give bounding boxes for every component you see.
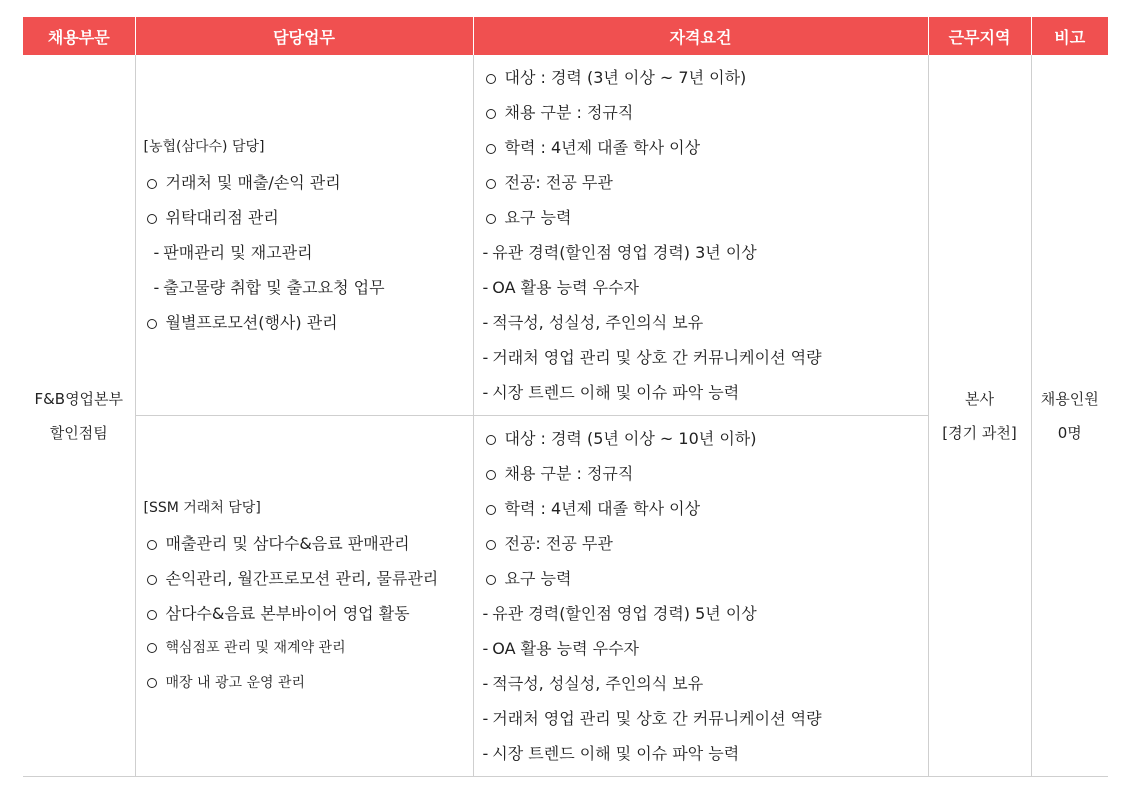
bullet-icon xyxy=(147,643,157,653)
duty-tag: [SSM 거래처 담당] xyxy=(143,500,261,516)
duty-text: 거래처 및 매출/손익 관리 xyxy=(165,173,341,192)
req-item xyxy=(483,491,928,526)
dash-icon: - xyxy=(482,674,489,693)
duty-item xyxy=(144,596,473,631)
req-subitem xyxy=(483,631,928,666)
req-subitem xyxy=(483,596,928,631)
duty-item xyxy=(144,305,473,340)
req-text: 대상 : 경력 (5년 이상 ~ 10년 이하) xyxy=(504,429,757,448)
bullet-icon xyxy=(486,505,496,515)
duty-text: 매출관리 및 삼다수&음료 판매관리 xyxy=(165,534,410,553)
req-text: 학력 : 4년제 대졸 학사 이상 xyxy=(504,138,701,157)
req-item xyxy=(483,95,928,130)
req-text: 시장 트렌드 이해 및 이슈 파악 능력 xyxy=(492,744,740,763)
duty-item xyxy=(144,666,473,701)
req-subitem xyxy=(483,305,928,340)
duty-text: 위탁대리점 관리 xyxy=(165,208,279,227)
dash-icon: - xyxy=(482,639,489,658)
req-subitem xyxy=(483,375,928,410)
duty-item xyxy=(144,561,473,596)
req-text: 시장 트렌드 이해 및 이슈 파악 능력 xyxy=(492,383,740,402)
bullet-icon xyxy=(147,214,157,224)
header-row xyxy=(23,17,1108,55)
duty-item xyxy=(144,200,473,235)
req-text: 요구 능력 xyxy=(504,208,572,227)
bullet-icon xyxy=(486,74,496,84)
req-subitem xyxy=(483,340,928,375)
req-subitem xyxy=(483,270,928,305)
dash-icon: - xyxy=(482,604,489,623)
bullet-icon xyxy=(486,435,496,445)
req-text: 거래처 영업 관리 및 상호 간 커뮤니케이션 역량 xyxy=(492,348,822,367)
req-text: OA 활용 능력 우수자 xyxy=(492,639,639,658)
header-dept: 채용부문 xyxy=(23,17,135,55)
req-item xyxy=(483,456,928,491)
duty-cell-1 xyxy=(135,55,473,416)
req-text: 유관 경력(할인점 영업 경력) 5년 이상 xyxy=(492,604,757,623)
duty-text: 매장 내 광고 운영 관리 xyxy=(165,675,306,691)
req-text: OA 활용 능력 우수자 xyxy=(492,278,639,297)
location-cell xyxy=(928,55,1031,777)
req-text: 채용 구분 : 정규직 xyxy=(504,103,634,122)
duty-tag: [농협(삼다수) 담당] xyxy=(143,139,265,155)
dash-icon: - xyxy=(482,278,489,297)
location-line-2: [경기 과천] xyxy=(942,423,1017,442)
note-cell xyxy=(1031,55,1108,777)
dash-icon: - xyxy=(482,243,489,262)
dept-cell xyxy=(23,55,135,777)
duty-subitem xyxy=(144,270,473,305)
bullet-icon xyxy=(147,610,157,620)
req-subitem xyxy=(483,701,928,736)
dept-line-2: 할인점팀 xyxy=(49,423,108,442)
dash-icon: - xyxy=(153,243,160,262)
req-item xyxy=(483,421,928,456)
location-line-1: 본사 xyxy=(965,389,994,408)
dash-icon: - xyxy=(153,278,160,297)
req-item xyxy=(483,130,928,165)
requirements-cell-1 xyxy=(473,55,928,416)
bullet-icon xyxy=(147,540,157,550)
req-text: 채용 구분 : 정규직 xyxy=(504,464,634,483)
dept-line-1: F&B영업본부 xyxy=(34,389,124,408)
dash-icon: - xyxy=(482,744,489,763)
bullet-icon xyxy=(147,575,157,585)
req-item xyxy=(483,60,928,95)
req-text: 학력 : 4년제 대졸 학사 이상 xyxy=(504,499,701,518)
req-text: 대상 : 경력 (3년 이상 ~ 7년 이하) xyxy=(504,68,747,87)
header-location: 근무지역 xyxy=(928,17,1031,55)
duty-subitem xyxy=(144,235,473,270)
duty-text: 출고물량 취합 및 출고요청 업무 xyxy=(163,278,385,297)
req-subitem xyxy=(483,666,928,701)
duty-item xyxy=(144,631,473,666)
table-header xyxy=(23,17,1108,55)
header-note: 비고 xyxy=(1031,17,1108,55)
duty-text: 핵심점포 관리 및 재계약 관리 xyxy=(165,640,346,656)
bullet-icon xyxy=(486,179,496,189)
bullet-icon xyxy=(486,109,496,119)
bullet-icon xyxy=(486,575,496,585)
req-item xyxy=(483,165,928,200)
bullet-icon xyxy=(147,678,157,688)
req-text: 거래처 영업 관리 및 상호 간 커뮤니케이션 역량 xyxy=(492,709,822,728)
duty-text: 손익관리, 월간프로모션 관리, 물류관리 xyxy=(165,569,439,588)
bullet-icon xyxy=(486,144,496,154)
req-item xyxy=(483,561,928,596)
duty-item xyxy=(144,165,473,200)
note-line-1: 채용인원 xyxy=(1040,389,1099,408)
duty-text: 판매관리 및 재고관리 xyxy=(163,243,313,262)
recruitment-table xyxy=(23,17,1108,777)
req-text: 전공: 전공 무관 xyxy=(504,534,613,553)
duty-text: 삼다수&음료 본부바이어 영업 활동 xyxy=(165,604,410,623)
req-text: 전공: 전공 무관 xyxy=(504,173,613,192)
table-body xyxy=(23,55,1108,777)
requirements-cell-2 xyxy=(473,416,928,777)
req-text: 유관 경력(할인점 영업 경력) 3년 이상 xyxy=(492,243,757,262)
duty-item xyxy=(144,526,473,561)
bullet-icon xyxy=(486,214,496,224)
bullet-icon xyxy=(147,179,157,189)
duty-cell-2 xyxy=(135,416,473,777)
req-text: 요구 능력 xyxy=(504,569,572,588)
table-row xyxy=(23,55,1108,416)
bullet-icon xyxy=(486,470,496,480)
req-item xyxy=(483,200,928,235)
dash-icon: - xyxy=(482,383,489,402)
dash-icon: - xyxy=(482,313,489,332)
req-subitem xyxy=(483,736,928,771)
req-item xyxy=(483,526,928,561)
header-requirements: 자격요건 xyxy=(473,17,928,55)
duty-text: 월별프로모션(행사) 관리 xyxy=(165,313,338,332)
req-text: 적극성, 성실성, 주인의식 보유 xyxy=(492,674,704,693)
dash-icon: - xyxy=(482,348,489,367)
bullet-icon xyxy=(147,319,157,329)
header-duty: 담당업무 xyxy=(135,17,473,55)
req-subitem xyxy=(483,235,928,270)
dash-icon: - xyxy=(482,709,489,728)
bullet-icon xyxy=(486,540,496,550)
req-text: 적극성, 성실성, 주인의식 보유 xyxy=(492,313,704,332)
note-line-2: 0명 xyxy=(1057,423,1082,442)
